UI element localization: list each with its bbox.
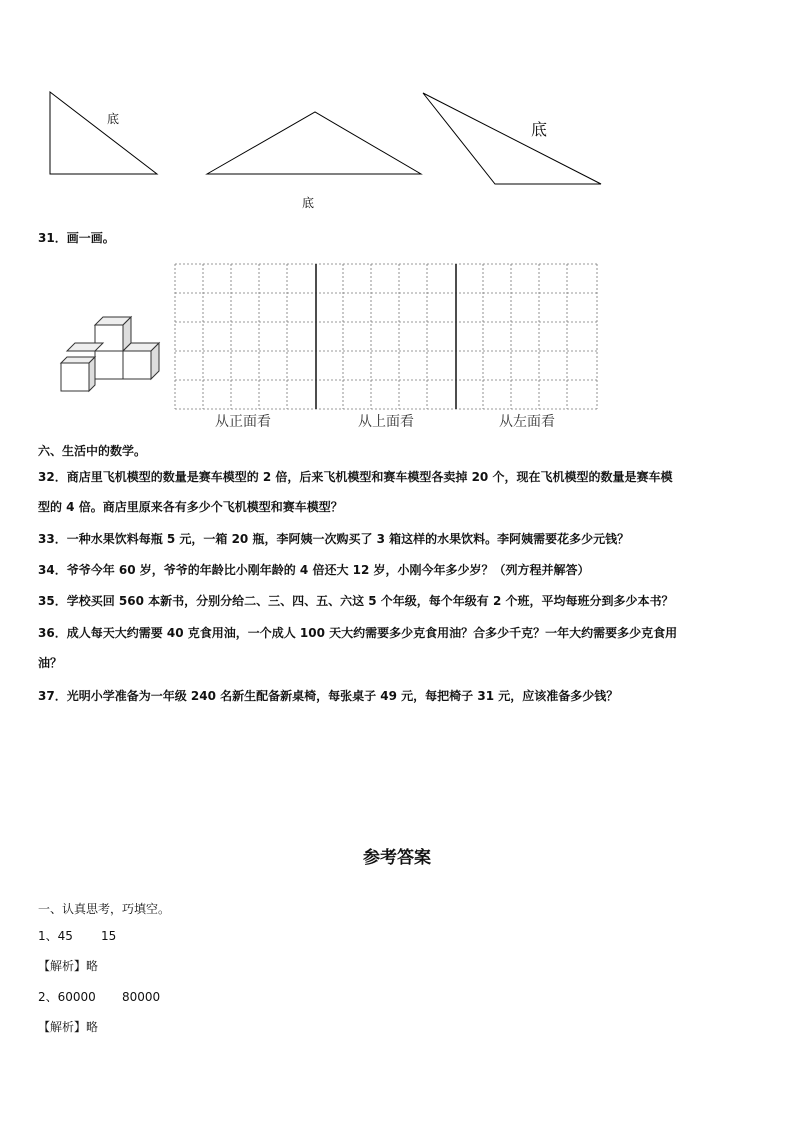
question-34: 34．爷爷今年 60 岁，爷爷的年龄比小刚年龄的 4 倍还大 12 岁，小刚今年多少岁？（列方程并解答） [38, 563, 590, 577]
stacked-cubes-figure [55, 315, 175, 395]
question-35: 35．学校买回 560 本新书，分别分给二、三、四、五、六这 5 个年级，每个年级有 2 个班，平均每班分到多少本书？ [38, 594, 674, 608]
question-33: 33．一种水果饮料每瓶 5 元，一箱 20 瓶，李阿姨一次购买了 3 箱这样的水果饮料。李阿姨需要花多少元钱？ [38, 532, 630, 546]
answer-1-analysis: 【解析】略 [38, 959, 99, 973]
answer-1-value-2: 15 [101, 929, 117, 943]
answer-2-value-2: 80000 [122, 990, 161, 1004]
answers-title: 参考答案 [363, 848, 431, 868]
view-label-left: 从左面看 [499, 414, 555, 430]
triangle-2 [207, 112, 421, 174]
answer-2-analysis: 【解析】略 [38, 1020, 99, 1034]
answer-2-value-1: 2、60000 [38, 990, 96, 1004]
question-32-line-1: 32．商店里飞机模型的数量是赛车模型的 2 倍，后来飞机模型和赛车模型各卖掉 20 个，现在飞机模型的数量是赛车模 [38, 470, 673, 484]
view-label-top: 从上面看 [358, 414, 414, 430]
question-36-line-2: 油？ [38, 656, 63, 670]
question-37: 37．光明小学准备为一年级 240 名新生配备新桌椅，每张桌子 49 元，每把椅子 31 元，应该准备多少钱？ [38, 689, 619, 703]
triangle-2-base-label: 底 [302, 196, 315, 210]
question-32-line-2: 型的 4 倍。商店里原来各有多少个飞机模型和赛车模型？ [38, 500, 343, 514]
question-36-line-1: 36．成人每天大约需要 40 克食用油，一个成人 100 天大约需要多少克食用油？合多少千克？一年大约需要多少克食用 [38, 626, 678, 640]
right-triangle-figure [0, 0, 794, 220]
triangle-3 [423, 93, 601, 184]
triangle-3-base-label: 底 [531, 120, 548, 139]
answers-section-1: 一、认真思考，巧填空。 [38, 902, 171, 916]
section-6-heading: 六、生活中的数学。 [38, 444, 147, 458]
question-31: 31．画一画。 [38, 231, 115, 245]
answer-1-value-1: 1、45 [38, 929, 73, 943]
triangle-1-base-label: 底 [107, 112, 120, 126]
view-label-front: 从正面看 [215, 414, 271, 430]
drawing-grid[interactable] [175, 264, 605, 414]
triangle-1 [50, 92, 157, 174]
